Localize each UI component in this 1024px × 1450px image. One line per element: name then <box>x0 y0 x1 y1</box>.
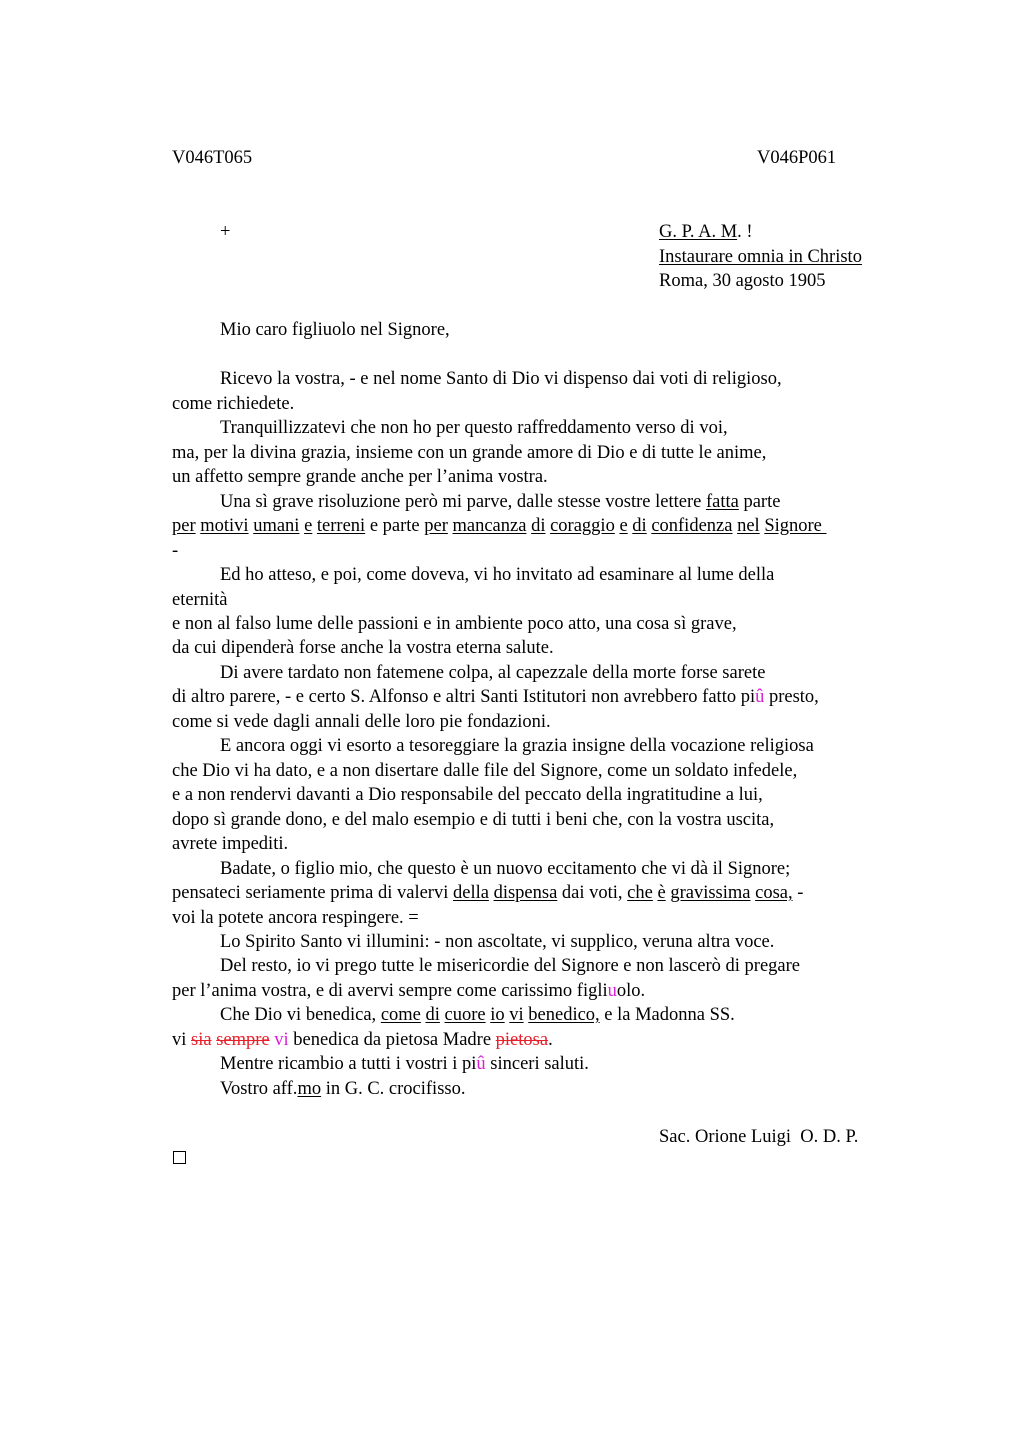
body-line: Ed ho atteso, e poi, come doveva, vi ho invitato ad esaminare al lume della <box>220 565 775 585</box>
inserted-text: û <box>755 687 765 707</box>
inserted-text: u <box>607 981 617 1001</box>
underlined-word: vi <box>509 1005 524 1025</box>
body-line: Di avere tardato non fatemene colpa, al capezzale della morte forse sarete <box>220 663 766 683</box>
underlined-word: di <box>531 516 546 536</box>
body-line <box>220 1077 465 1101</box>
gpam-heading <box>659 220 753 244</box>
text-run: benedica da pietosa Madre <box>288 1030 496 1050</box>
text-run: e la Madonna SS. <box>599 1005 735 1025</box>
cross-mark: + <box>220 222 231 242</box>
underlined-word: benedico, <box>528 1005 600 1025</box>
body-line <box>172 881 803 905</box>
body-line: avrete impediti. <box>172 834 289 854</box>
text-run: per l’anima vostra, e di avervi sempre come carissimo figli <box>172 981 608 1001</box>
underlined-word: cosa, <box>755 883 793 903</box>
underlined-word: per <box>424 516 448 536</box>
body-line: Del resto, io vi prego tutte le misericordie del Signore e non lascerò di pregare <box>220 956 800 976</box>
text-run: in G. C. crocifisso. <box>321 1079 466 1099</box>
text-run: olo. <box>616 981 646 1001</box>
body-line: da cui dipenderà forse anche la vostra eterna salute. <box>172 638 554 658</box>
underlined-word: motivi <box>200 516 249 536</box>
text-run: vi <box>172 1030 192 1050</box>
body-line: Ricevo la vostra, - e nel nome Santo di Dio vi dispenso dai voti di religioso, <box>220 369 782 389</box>
motto: Instaurare omnia in Christo <box>659 247 862 267</box>
inserted-text: vi <box>274 1030 289 1050</box>
text-run: di altro parere, - e certo S. Alfonso e altri Santi Istitutori non avrebbero fatto pi <box>172 687 756 707</box>
text-run: pensateci seriamente prima di valervi <box>172 883 453 903</box>
body-line <box>172 1028 553 1052</box>
underlined-word: per <box>172 516 196 536</box>
body-line: eternità <box>172 590 228 610</box>
text-run: dai voti, <box>557 883 628 903</box>
text-run: e parte <box>365 516 425 536</box>
underlined-word: nel <box>737 516 760 536</box>
underlined-word: terreni <box>316 516 366 536</box>
place-date: Roma, 30 agosto 1905 <box>659 271 826 291</box>
text-run: Vostro aff. <box>220 1079 298 1099</box>
body-line: e non al falso lume delle passioni e in ambiente poco atto, una cosa sì grave, <box>172 614 737 634</box>
deleted-text: sempre <box>216 1030 270 1050</box>
underlined-word: fatta <box>705 492 739 512</box>
underlined-word: mo <box>297 1079 322 1099</box>
underlined-word: e <box>619 516 628 536</box>
salutation: Mio caro figliuolo nel Signore, <box>220 320 450 340</box>
body-line <box>172 514 827 538</box>
body-line: dopo sì grande dono, e del malo esempio e di tutti i beni che, con la vostra uscita, <box>172 810 775 830</box>
body-line <box>220 1052 589 1076</box>
body-line: voi la potete ancora respingere. = <box>172 908 419 928</box>
body-line: Tranquillizzatevi che non ho per questo raffreddamento verso di voi, <box>220 418 728 438</box>
underlined-word: come <box>380 1005 421 1025</box>
document-code-left: V046T065 <box>172 148 253 168</box>
underlined-word: gravissima <box>670 883 751 903</box>
text-run: presto, <box>764 687 819 707</box>
underlined-word: mancanza <box>452 516 527 536</box>
body-line: E ancora oggi vi esorto a tesoreggiare la grazia insigne della vocazione religiosa <box>220 736 814 756</box>
underlined-word: di <box>425 1005 440 1025</box>
body-line <box>220 1003 735 1027</box>
text-run: Mentre ricambio a tutti i vostri i pi <box>220 1054 477 1074</box>
body-line <box>172 685 819 709</box>
gpam-tail: . ! <box>737 222 753 242</box>
body-line: che Dio vi ha dato, e a non disertare dalle file del Signore, come un soldato infedele, <box>172 761 798 781</box>
underlined-word: dispensa <box>493 883 558 903</box>
underlined-word: coraggio <box>550 516 615 536</box>
end-box-icon <box>173 1151 186 1164</box>
underlined-word: della <box>452 883 489 903</box>
body-line: come richiedete. <box>172 394 295 414</box>
document-code-right: V046P061 <box>757 148 837 168</box>
underlined-word: io <box>490 1005 505 1025</box>
body-line: come si vede dagli annali delle loro pie fondazioni. <box>172 712 551 732</box>
text-run: Una sì grave risoluzione però mi parve, dalle stesse vostre lettere <box>220 492 706 512</box>
body-line: un affetto sempre grande anche per l’anima vostra. <box>172 467 548 487</box>
body-line: - <box>172 541 179 561</box>
underlined-word: che <box>627 883 653 903</box>
underlined-word: è <box>657 883 666 903</box>
body-line: Lo Spirito Santo vi illumini: - non ascoltate, vi supplico, veruna altra voce. <box>220 932 775 952</box>
text-run: parte <box>738 492 781 512</box>
text-run: . <box>548 1030 553 1050</box>
inserted-text: û <box>476 1054 486 1074</box>
underlined-word: Signore <box>764 516 827 536</box>
underlined-word: e <box>304 516 313 536</box>
underlined-word: cuore <box>444 1005 486 1025</box>
body-line <box>172 979 645 1003</box>
text-run: Che Dio vi benedica, <box>220 1005 381 1025</box>
body-line: e a non rendervi davanti a Dio responsabile del peccato della ingratitudine a lui, <box>172 785 763 805</box>
underlined-word: confidenza <box>651 516 733 536</box>
text-run: - <box>792 883 804 903</box>
deleted-text: sia <box>191 1030 212 1050</box>
gpam-text: G. P. A. M <box>659 222 738 242</box>
body-line: Badate, o figlio mio, che questo è un nuovo eccitamento che vi dà il Signore; <box>220 859 791 879</box>
underlined-word: umani <box>253 516 300 536</box>
body-line <box>220 490 780 514</box>
text-run: sinceri saluti. <box>485 1054 589 1074</box>
signature: Sac. Orione Luigi O. D. P. <box>659 1127 859 1147</box>
deleted-text: pietosa <box>495 1030 549 1050</box>
body-line: ma, per la divina grazia, insieme con un grande amore di Dio e di tutte le anime, <box>172 443 767 463</box>
underlined-word: di <box>632 516 647 536</box>
